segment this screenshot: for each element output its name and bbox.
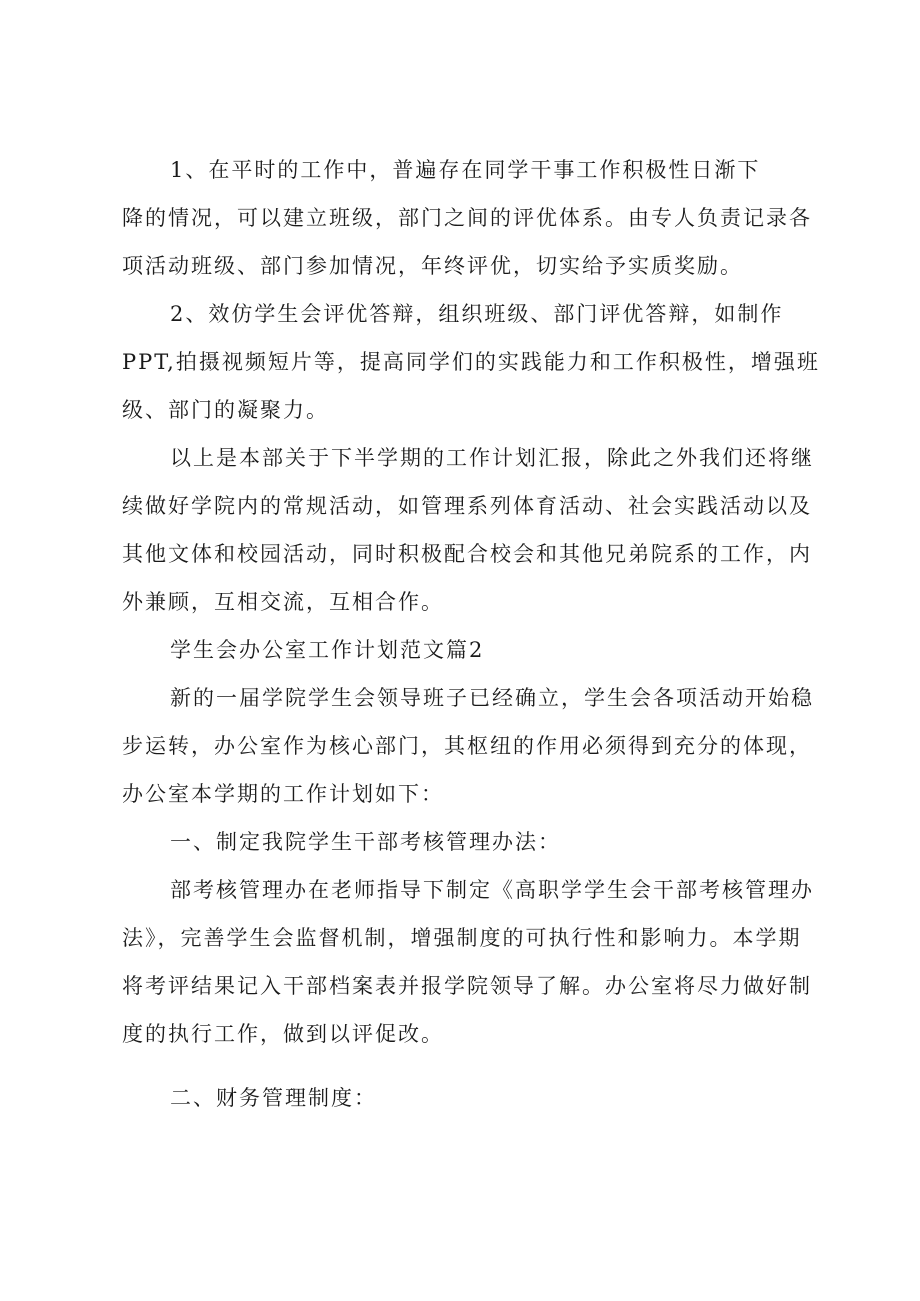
paragraph-1-line-3: 项活动班级、部门参加情况，年终评优，切实给予实质奖励。 xyxy=(122,254,743,278)
paragraph-2-line-3: 级、部门的凝聚力。 xyxy=(122,398,329,422)
paragraph-3-line-4: 外兼顾，互相交流，互相合作。 xyxy=(122,590,444,614)
paragraph-1-line-2: 降的情况，可以建立班级，部门之间的评优体系。由专人负责记录各 xyxy=(122,206,812,230)
section-heading-2: 学生会办公室工作计划范文篇2 xyxy=(170,638,485,662)
paragraph-3-line-1: 以上是本部关于下半学期的工作计划汇报，除此之外我们还将继 xyxy=(170,446,814,470)
subheading-1: 一、制定我院学生干部考核管理办法： xyxy=(170,830,561,854)
paragraph-2-line-1: 2、效仿学生会评优答辩，组织班级、部门评优答辩，如制作 xyxy=(170,302,784,326)
paragraph-5-line-4: 度的执行工作，做到以评促改。 xyxy=(122,1022,444,1046)
paragraph-5-line-3: 将考评结果记入干部档案表并报学院领导了解。办公室将尽力做好制 xyxy=(122,974,812,998)
paragraph-3-line-3: 其他文体和校园活动，同时积极配合校会和其他兄弟院系的工作，内 xyxy=(122,542,812,566)
paragraph-4-line-3: 办公室本学期的工作计划如下： xyxy=(122,782,444,806)
paragraph-5-line-2: 法》，完善学生会监督机制，增强制度的可执行性和影响力。本学期 xyxy=(122,926,802,950)
paragraph-4-line-2: 步运转，办公室作为核心部门，其枢纽的作用必须得到充分的体现， xyxy=(122,734,812,758)
paragraph-3-line-2: 续做好学院内的常规活动，如管理系列体育活动、社会实践活动以及 xyxy=(122,494,812,518)
paragraph-4-line-1: 新的一届学院学生会领导班子已经确立，学生会各项活动开始稳 xyxy=(170,686,814,710)
paragraph-2-line-2: PPT,拍摄视频短片等，提高同学们的实践能力和工作积极性，增强班 xyxy=(122,350,820,374)
subheading-2: 二、财务管理制度： xyxy=(170,1086,377,1110)
paragraph-1-line-1: 1、在平时的工作中，普遍存在同学干事工作积极性日渐下 xyxy=(170,158,761,182)
paragraph-5-line-1: 部考核管理办在老师指导下制定《高职学学生会干部考核管理办 xyxy=(170,878,814,902)
